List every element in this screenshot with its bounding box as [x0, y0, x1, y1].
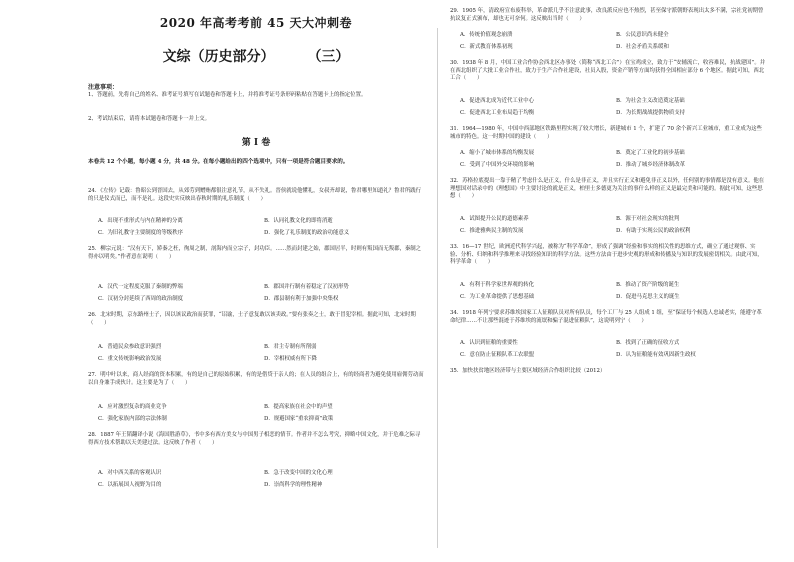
answer-option[interactable]: B．公民意识尚未健全 [616, 32, 669, 38]
notice-item-2: 2、考试结束后，请将本试题卷和答题卡一并上交。 [88, 116, 211, 122]
subject-label: 文综（历史部分） [162, 49, 275, 65]
answer-option[interactable]: D．为长期战战提供物质支持 [616, 110, 686, 116]
answer-option[interactable]: B．找到了正确的征收方式 [616, 340, 680, 346]
exam-subtitle [88, 46, 424, 66]
answer-option[interactable]: A．出现不重形式与内在精神的分离 [98, 218, 183, 224]
question-stem: 24．《左传》记载：鲁昭公到晋国去，从郊劳到赠贿都很注意礼节，从不失礼。晋侯就说他懂礼，女叔齐却说，鲁君哪里知道礼？鲁君所践行的只是仪式而已，而不是礼。这段史实反映出春秋时期的礼乐制度（ ） [88, 188, 421, 202]
question-stem: 29．1905 年，清政府宣布废科举，革命派几乎不注意此事，改良派反应也不热烈，甚至保守派朝野表现出太多不满，宗社党初期曾抗议复正式颁布，却也无可奈何。这反映出当时（ ） [450, 8, 764, 22]
answer-option[interactable]: B．郡国并行制有着稳定了汉初形势 [264, 284, 349, 290]
column-divider [437, 28, 438, 548]
answer-option[interactable]: A．试图提升公民的道德素养 [460, 216, 529, 222]
answer-option[interactable]: B．认同礼教文化的即将消逝 [264, 218, 333, 224]
question-stem: 33．16—17 世纪，欧洲近代科学兴起，被称为“科学革命”，形成了强调“经验和事实的相关性的思维方式，确立了通过观察、实验、分析、归纳和科学推理来寻找经验知识的科学方法。这些方法由于进步史观的形成和传播及与知识的发展密切相关。由此可知，科学革命（ ） [450, 244, 763, 266]
answer-option[interactable]: A．缩小了城市体系的均衡发展 [460, 150, 534, 156]
notice-item-1: 1、答题前，先将自己的姓名、准考证号填写在试题卷和答题卡上，并将准考证号条形码粘贴在答题卡上的指定位置。 [88, 92, 367, 98]
answer-option[interactable]: A．传统价值观念崩溃 [460, 32, 513, 38]
answer-option[interactable]: D．规避国家“重农抑商”政策 [264, 416, 334, 422]
answer-option[interactable]: B．提高家族在社会中的声望 [264, 404, 333, 410]
answer-option[interactable]: B．急于改变中国的文化心理 [264, 470, 333, 476]
answer-option[interactable]: C．为旧礼教守主要制度的等级秩序 [98, 230, 183, 236]
answer-option[interactable]: B．推动了资产阶级的诞生 [616, 282, 680, 288]
notice-heading: 注意事项： [88, 84, 119, 91]
answer-option[interactable]: A．普通民众参政意识强烈 [98, 344, 162, 350]
question-stem: 26．北宋时期，京东路州士子，因以该议政治而获罪，“诏谕，士子意复敢以该卖政。”要有张奏之士，敢于冒犯宰相。据此可知，北宋时期（ ） [88, 312, 416, 326]
answer-option[interactable]: A．有利于科学家世界观的转化 [460, 282, 534, 288]
answer-option[interactable]: C．重文传统影响政治发展 [98, 356, 162, 362]
answer-option[interactable]: C．以拓展国人视野为目的 [98, 482, 162, 488]
question-stem: 35．加快扶贫地区经济带与主要区域经济合作组织比较（2012） [450, 368, 606, 374]
section-title: 第 I 卷 [241, 138, 271, 148]
answer-option[interactable]: C．推进雅典民主制的发展 [460, 228, 524, 234]
answer-option[interactable]: A．对中西关系的客观认识 [98, 470, 162, 476]
answer-option[interactable]: C．汉初分封延续了西周的政治制度 [98, 296, 183, 302]
answer-option[interactable]: C．强化家族内部的宗法体制 [98, 416, 167, 422]
answer-option[interactable]: C．受到了中国外交环境的影响 [460, 162, 535, 168]
question-stem: 32．苏格拉底提出一靠于精了考虑什么是正义，什么是非正义，并且实行正义和避免非正义以外，任何别的事情都是没有意义。他在理想国对话录中的《理想国》中主要讨论的就是正义，柏里士多德更为关注的事什么样的正义是最完美和可能的。据此可知，这些思想（ ） [450, 178, 765, 200]
answer-option[interactable]: D．有助于实现公民的政治权利 [616, 228, 691, 234]
answer-option[interactable]: D．宰相权威有所下降 [264, 356, 317, 362]
answer-option[interactable]: B．奠定了工业化的初步基础 [616, 150, 685, 156]
answer-option[interactable]: A．应对激烈复杂的商业竞争 [98, 404, 167, 410]
answer-option[interactable]: D．促进马克思主义的诞生 [616, 294, 680, 300]
answer-option[interactable]: B．为社会主义改造奠定基础 [616, 98, 685, 104]
question-stem: 28．1887 年王韬翻译小说《海国胜游草》，书中多有西方美女与中国男子相恋的情节。作者并不怎么考究，抑略中国文化，并于危难之际寻得西方技术帮助以天美建过法。这反映了作者（ ） [88, 432, 421, 446]
answer-option[interactable]: B．源于对社会现实的批判 [616, 216, 680, 222]
answer-option[interactable]: D．郡县制有利于加强中央集权 [264, 296, 339, 302]
question-stem: 34．1918 年列宁要求苏维埃国家工人征粮队员对所有队员，每个工厂与 25 人组成 1 组，至“保证每个候选人忠诚老实，能遵守革命纪律……不让那些混迹于苏维埃的流氓和骗子混进征粮队”，这说明列宁（ ） [450, 310, 762, 324]
answer-option[interactable]: D．社会矛盾关系缓和 [616, 44, 669, 50]
answer-option[interactable]: C．为工业革命提供了思想基础 [460, 294, 535, 300]
answer-option[interactable]: C．意在防止征粮队革工农联盟 [460, 352, 535, 358]
answer-option[interactable]: B．君主专制有所削弱 [264, 344, 317, 350]
answer-option[interactable]: D．强化了礼乐制度的政治功能意义 [264, 230, 350, 236]
answer-option[interactable]: A．促进西北成为近代工业中心 [460, 98, 534, 104]
section-instructions: 本卷共 12 个小题，每小题 4 分，共 48 分。在每小题给出的四个选项中，只有一项是符合题目要求的。 [88, 159, 349, 165]
question-stem: 31．1964—1980 年，中国中西部地区铁路里程实现了较大增长，新建城市 1 个，扩建了 70 余个新兴工业城市，重工业成为这些城市的特色。这一时期中国的建设（ ） [450, 126, 762, 140]
answer-option[interactable]: D．认为征粮能有效巩固新生政权 [616, 352, 696, 358]
question-stem: 25．柳宗元说：“汉有天下，矫秦之枉，徇周之制，剖海内而立宗子，封功臣。……然而封建之始，郡国居半，时则有叛国而无叛郡，秦制之得亦以明矣。”作者意在说明（ ） [88, 246, 422, 260]
paper-number: （三） [307, 49, 350, 65]
answer-option[interactable]: C．促进西北工业布局趋于均衡 [460, 110, 535, 116]
exam-title: 2020 年高考考前 45 天大冲刺卷 [159, 16, 353, 30]
answer-option[interactable]: A．汉代一定程度克服了秦制的弊端 [98, 284, 183, 290]
answer-option[interactable]: C．新式教育体系初现 [460, 44, 513, 50]
question-stem: 27．明中叶以来，商人经商的资本积累，有的是自己的原始积累，有的是借贷于亲人的；在人员的组合上，有的经商者为避免使用雇佣劳动而以自身兼手成伙计。这主要是为了（ ） [88, 372, 424, 386]
answer-option[interactable]: D．推动了城乡经济体制改革 [616, 162, 686, 168]
question-stem: 30．1938 年 8 月，中国工业合作协会西北区办事处（简称“西北工合”）在宝鸡成立，致力于“安辅流亡，收容难民，抗战建国”。并在西北组织了大批工业合作社，致力于生产合作社建设，社员入股，资金产销等方面均获得全国相应部分 6 个地区。据此可知，西北工合（ ） [450, 60, 766, 82]
answer-option[interactable]: D．崇尚科学的理性精神 [264, 482, 323, 488]
answer-option[interactable]: A．认识到征粮的重要性 [460, 340, 518, 346]
